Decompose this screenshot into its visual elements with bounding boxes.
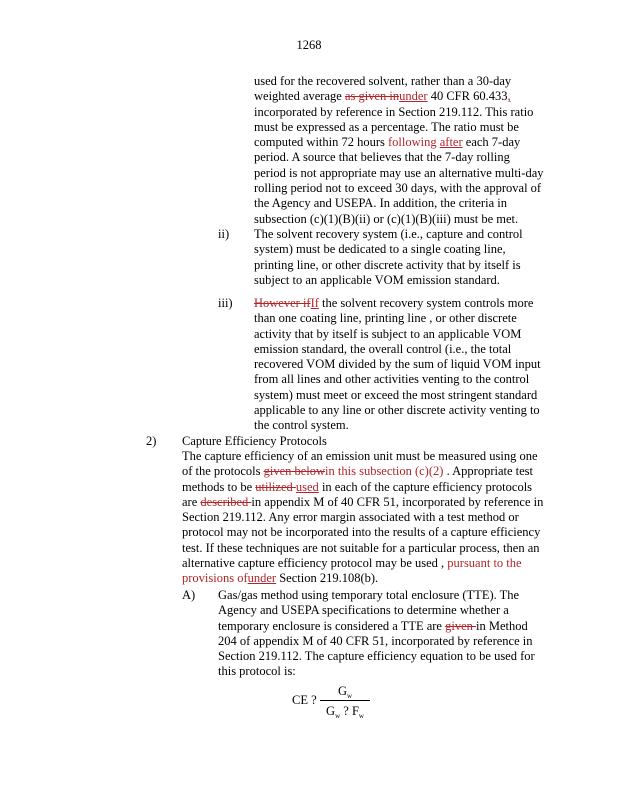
section-2-heading: Capture Efficiency Protocols <box>182 434 327 448</box>
deleted-text: given <box>445 618 477 633</box>
inserted-text: , <box>507 89 511 104</box>
inserted-text: If <box>310 296 319 310</box>
text-run: , <box>437 556 448 571</box>
text-run: incorporated by reference in Section 219.112. This ratio must be expressed as a percentage. The ratio must be computed within 72 hours <box>254 104 534 150</box>
inserted-text: after <box>439 135 463 150</box>
page-number: 1268 <box>296 38 322 52</box>
item-ii-marker: ii) <box>218 227 230 241</box>
section-2-paragraph <box>182 449 544 587</box>
equation-subscript: w <box>346 692 353 700</box>
inserted-text: pursuant to the provisions of <box>182 556 522 586</box>
section-2-marker: 2) <box>146 434 157 448</box>
equation-numerator <box>320 683 370 699</box>
equation-symbol: G <box>337 684 347 698</box>
item-a-marker: A) <box>182 588 196 602</box>
deleted-text: as given in <box>344 89 400 104</box>
text-run: 40 CFR 60.433 <box>427 89 508 104</box>
text-run: . Appropriate test methods to be <box>182 464 534 494</box>
intro-paragraph <box>254 74 544 227</box>
inserted-text: in this subsection (c)(2) <box>325 464 444 479</box>
inserted-text: used <box>295 479 319 494</box>
item-iii-paragraph <box>254 296 544 434</box>
equation-subscript: w <box>358 712 364 720</box>
deleted-text: given below <box>263 464 326 479</box>
equation-symbol: G <box>326 704 336 718</box>
equation-fraction <box>320 683 370 719</box>
text-run: in appendix M of 40 CFR 51, incorporated by reference in Section 219.112. Any error margin associated with a test method or protocol may not be incorporated into the results of a capture efficiency test. If these techniques are not suitable for a particular process, then an alternative capture efficiency protocol may be used <box>182 494 544 571</box>
equation-symbol: F <box>351 704 359 718</box>
text-run: Section 219.108(b). <box>276 571 379 586</box>
equation-lhs: CE ? <box>292 693 317 707</box>
equation-operator: ? <box>340 704 352 718</box>
text-run: Gas/gas method using temporary total enclosure (TTE). The Agency and USEPA specifications to determine whether a temporary enclosure is considered a TTE are <box>218 588 520 633</box>
inserted-text: under <box>247 571 277 586</box>
text-run: used for the recovered solvent, rather than a 30-day weighted average <box>254 74 512 104</box>
text-run: each 7-day period. A source that believes that the 7-day rolling period is not appropriate may use an alternative multi-day rolling period not to exceed 30 days, with the approval of the Agency and USEPA. In addition, the criteria in subsection (c)(1)(B)(ii) or (c)(1)(B)(iii) must be met. <box>254 135 544 226</box>
text-run: in each of the capture efficiency protocols are <box>182 479 533 509</box>
text-run: The capture efficiency of an emission unit must be measured using one of the protocols <box>182 449 538 479</box>
fraction-bar <box>320 700 370 701</box>
equation-subscript: w <box>335 712 341 720</box>
item-a-paragraph <box>218 588 544 680</box>
deleted-text: utilized <box>255 479 296 494</box>
inserted-text: under <box>399 89 428 104</box>
equation-denominator <box>320 703 370 719</box>
deleted-text: described <box>200 494 252 509</box>
inserted-text: following <box>388 135 437 150</box>
text-run: the solvent recovery system controls more than one coating line, printing line , or other discrete activity that by itself is subject to an applicable VOM emission standard, the overall control (i.e., the total recovered VOM divided by the sum of liquid VOM input from all lines and other activities venting to the control system) must meet or exceed the most stringent standard applicable to any line or other discrete activity venting to the control system. <box>254 296 541 433</box>
item-ii-paragraph: The solvent recovery system (i.e., capture and control system) must be dedicated to a single coating line, printing line, or other discrete activity that by itself is subject to an applicable VOM emission standard. <box>254 227 523 287</box>
deleted-text: However if <box>254 296 311 310</box>
item-iii-marker: iii) <box>218 296 233 310</box>
text-run: in Method 204 of appendix M of 40 CFR 51, incorporated by reference in Section 219.112. The capture efficiency equation to be used for this protocol is: <box>218 618 535 679</box>
